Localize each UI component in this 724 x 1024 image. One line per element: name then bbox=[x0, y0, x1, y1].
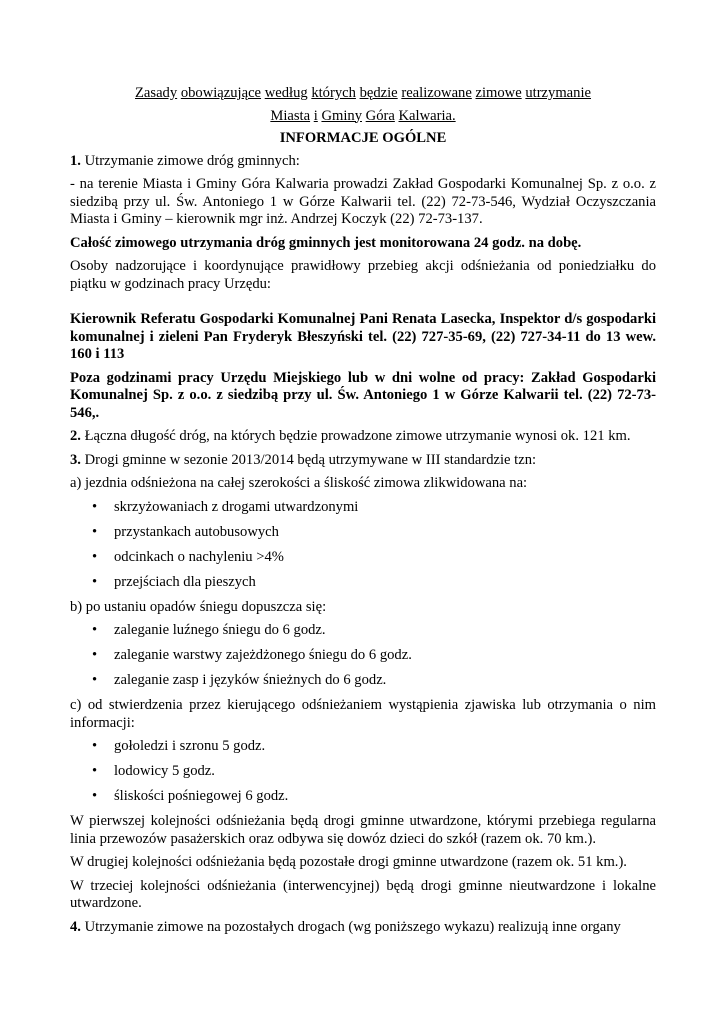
section-3 bbox=[70, 452, 656, 470]
title-word: Kalwaria. bbox=[398, 107, 456, 124]
subsection-a-list bbox=[70, 499, 656, 592]
title-word: utrzymanie bbox=[525, 85, 591, 101]
section-2 bbox=[70, 428, 656, 446]
section-title-text: Utrzymanie zimowe dróg gminnych: bbox=[80, 152, 300, 169]
section-number: 4. bbox=[70, 918, 81, 935]
section-4 bbox=[70, 919, 656, 937]
priority-first: W pierwszej kolejności odśnieżania będą drogi gminne utwardzone, którymi przebiega regularna linia przewozów pasażerskich oraz odbywa się dowóz dzieci do szkół (razem ok. 70 km.). bbox=[70, 813, 656, 847]
section-text: Łączna długość dróg, na których będzie prowadzone zimowe utrzymanie wynosi ok. 121 km. bbox=[80, 428, 631, 444]
section-text: Drogi gminne w sezonie 2013/2014 będą utrzymywane w III standardzie tzn: bbox=[80, 451, 537, 468]
supervisors-intro: Osoby nadzorujące i koordynujące prawidłowy przebieg akcji odśnieżania od poniedziałku do piątku w godzinach pracy Urzędu: bbox=[70, 258, 656, 292]
priority-third: W trzeciej kolejności odśnieżania (interwencyjnej) będą drogi gminne nieutwardzone i lokalne utwardzone. bbox=[70, 877, 656, 911]
document-page bbox=[70, 85, 656, 942]
list-item: • zaleganie zasp i języków śnieżnych do 6 godz. bbox=[70, 672, 656, 690]
subsection-c-list bbox=[70, 738, 656, 806]
after-hours-contact: Poza godzinami pracy Urzędu Miejskiego lub w dni wolne od pracy: Zakład Gospodarki Komunalnej Sp. z o.o. z siedzibą przy ul. Św. Antoniego 1 w Górze Kalwarii tel. (22) 72-73-546,. bbox=[70, 369, 656, 421]
title-word: obowiązujące bbox=[180, 85, 262, 101]
title-word: będzie bbox=[359, 85, 398, 101]
title-word: realizowane bbox=[401, 85, 472, 101]
title-word: Zasady bbox=[135, 85, 178, 101]
supervisors-contacts: Kierownik Referatu Gospodarki Komunalnej Pani Renata Lasecka, Inspektor d/s gospodarki komunalnej i zieleni Pan Fryderyk Błeszyński tel. (22) 727-35-69, (22) 727-34-11 do 13 wew. 160 i 113 bbox=[70, 311, 656, 362]
section-heading: INFORMACJE OGÓLNE bbox=[279, 130, 447, 146]
section-number: 3. bbox=[70, 451, 81, 468]
list-item: • zaleganie luźnego śniegu do 6 godz. bbox=[70, 622, 656, 640]
section-text: Utrzymanie zimowe na pozostałych drogach (wg poniższego wykazu) realizują inne organy bbox=[80, 918, 621, 935]
section-number: 2. bbox=[70, 428, 81, 444]
list-item: • skrzyżowaniach z drogami utwardzonymi bbox=[70, 499, 656, 517]
monitoring-note: Całość zimowego utrzymania dróg gminnych jest monitorowana 24 godz. na dobę. bbox=[70, 234, 582, 251]
list-item: • odcinkach o nachyleniu >4% bbox=[70, 549, 656, 567]
title-word: Miasta bbox=[270, 107, 311, 124]
list-item: • przejściach dla pieszych bbox=[70, 574, 656, 592]
list-item: • gołoledzi i szronu 5 godz. bbox=[70, 738, 656, 756]
title-word: Góra bbox=[365, 107, 395, 124]
list-item: • zaleganie warstwy zajeżdżonego śniegu do 6 godz. bbox=[70, 647, 656, 665]
subsection-a-intro: a) jezdnia odśnieżona na całej szerokości a śliskość zimowa zlikwidowana na: bbox=[70, 475, 528, 491]
subsection-b-list bbox=[70, 622, 656, 690]
title-word: których bbox=[311, 85, 356, 101]
list-item: • śliskości pośniegowej 6 godz. bbox=[70, 788, 656, 806]
list-item: • przystankach autobusowych bbox=[70, 524, 656, 542]
subsection-b-intro: b) po ustaniu opadów śniegu dopuszcza się: bbox=[70, 598, 327, 615]
section-number: 1. bbox=[70, 152, 81, 169]
document-title-line-2 bbox=[70, 108, 656, 126]
title-word: zimowe bbox=[475, 85, 522, 101]
title-word: i bbox=[313, 107, 318, 124]
priority-second: W drugiej kolejności odśnieżania będą pozostałe drogi gminne utwardzone (razem ok. 51 km.). bbox=[70, 854, 627, 870]
title-word: według bbox=[264, 85, 308, 101]
section-1-paragraph: - na terenie Miasta i Gminy Góra Kalwaria prowadzi Zakład Gospodarki Komunalnej Sp. z o.o. z siedzibą przy ul. Św. Antoniego 1 w Górze Kalwarii tel. (22) 72-73-546, Wydział Oczyszczania Miasta i Gminy – kierownik mgr inż. Andrzej Koczyk (22) 72-73-137. bbox=[70, 176, 656, 227]
document-title-line-1 bbox=[70, 85, 656, 103]
list-item: • lodowicy 5 godz. bbox=[70, 763, 656, 781]
title-word: Gminy bbox=[321, 107, 362, 124]
subsection-c-intro: c) od stwierdzenia przez kierującego odśnieżaniem wystąpienia zjawiska lub otrzymania o nim informacji: bbox=[70, 697, 656, 731]
spacer bbox=[70, 299, 656, 311]
section-1-title bbox=[70, 153, 656, 171]
